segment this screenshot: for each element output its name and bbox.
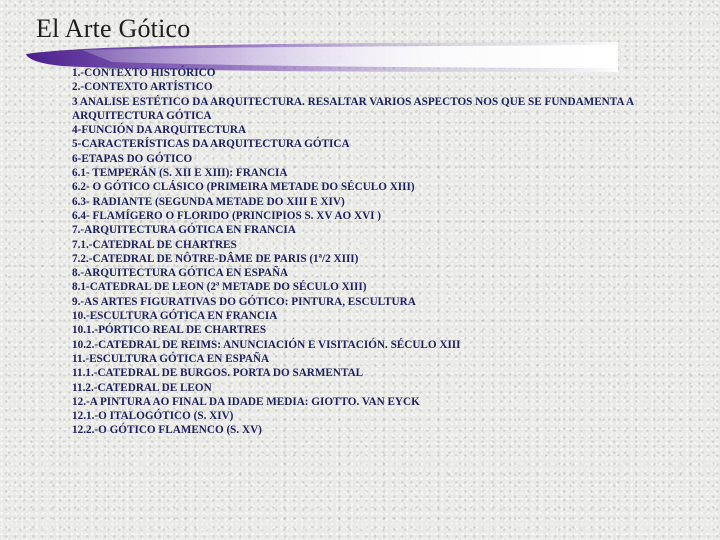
outline-item: 12.-A PINTURA AO FINAL DA IDADE MEDIA: GIOTTO. VAN EYCK bbox=[72, 395, 420, 408]
outline-item: 12.1.-O ITALOGÓTICO (S. XIV) bbox=[72, 410, 234, 423]
outline-item: 8.1-CATEDRAL DE LEON (2ª METADE DO SÉCULO XIII) bbox=[72, 281, 367, 294]
outline-item: 6-ETAPAS DO GÓTICO bbox=[72, 152, 193, 165]
outline-item: 6.1- TEMPERÁN (S. XII E XIII): FRANCIA bbox=[72, 167, 288, 180]
outline-list bbox=[72, 66, 692, 438]
outline-item: 10.2.-CATEDRAL DE REIMS: ANUNCIACIÓN E VISITACIÓN. SÉCULO XIII bbox=[72, 338, 461, 351]
outline-item: 6.4- FLAMÍGERO O FLORIDO (PRINCIPIOS S. XV AO XVI ) bbox=[72, 209, 382, 222]
outline-item: 4-FUNCIÓN DA ARQUITECTURA bbox=[72, 124, 247, 137]
outline-item: 1.-CONTEXTO HISTÓRICO bbox=[72, 67, 216, 79]
outline-item: 11.2.-CATEDRAL DE LEON bbox=[72, 381, 212, 394]
outline-item: 7.-ARQUITECTURA GÓTICA EN FRANCIA bbox=[72, 224, 296, 237]
slide-title: El Arte Gótico bbox=[36, 14, 191, 43]
outline-item: 11.1.-CATEDRAL DE BURGOS. PORTA DO SARMENTAL bbox=[72, 367, 364, 380]
outline-item: 7.2.-CATEDRAL DE NÔTRE-DÂME DE PARIS (1ª/2 XIII) bbox=[72, 252, 359, 265]
outline-item: 6.3- RADIANTE (SEGUNDA METADE DO XIII E XIV) bbox=[72, 195, 345, 208]
outline-item: 12.2.-O GÓTICO FLAMENCO (S. XV) bbox=[72, 424, 262, 437]
outline-item: 7.1.-CATEDRAL DE CHARTRES bbox=[72, 238, 237, 251]
outline-item: 6.2- O GÓTICO CLÁSICO (PRIMEIRA METADE DO SÉCULO XIII) bbox=[72, 181, 415, 194]
outline-item: 5-CARACTERÍSTICAS DA ARQUITECTURA GÓTICA bbox=[72, 138, 350, 151]
outline-item: 11.-ESCULTURA GÓTICA EN ESPAÑA bbox=[72, 352, 270, 365]
outline-item: 8.-ARQUITECTURA GÓTICA EN ESPAÑA bbox=[72, 267, 289, 280]
outline-item: 9.-AS ARTES FIGURATIVAS DO GÓTICO: PINTURA, ESCULTURA bbox=[72, 295, 416, 308]
outline-item: 10.-ESCULTURA GÓTICA EN FRANCIA bbox=[72, 310, 278, 323]
outline-item: 3 ANALISE ESTÉTICO DA ARQUITECTURA. RESALTAR VARIOS ASPECTOS NOS QUE SE FUNDAMENTA A ARQUITECTURA GÓTICA bbox=[72, 95, 634, 122]
outline-item: 10.1.-PÓRTICO REAL DE CHARTRES bbox=[72, 324, 267, 337]
outline-item: 2.-CONTEXTO ARTÍSTICO bbox=[72, 81, 213, 94]
